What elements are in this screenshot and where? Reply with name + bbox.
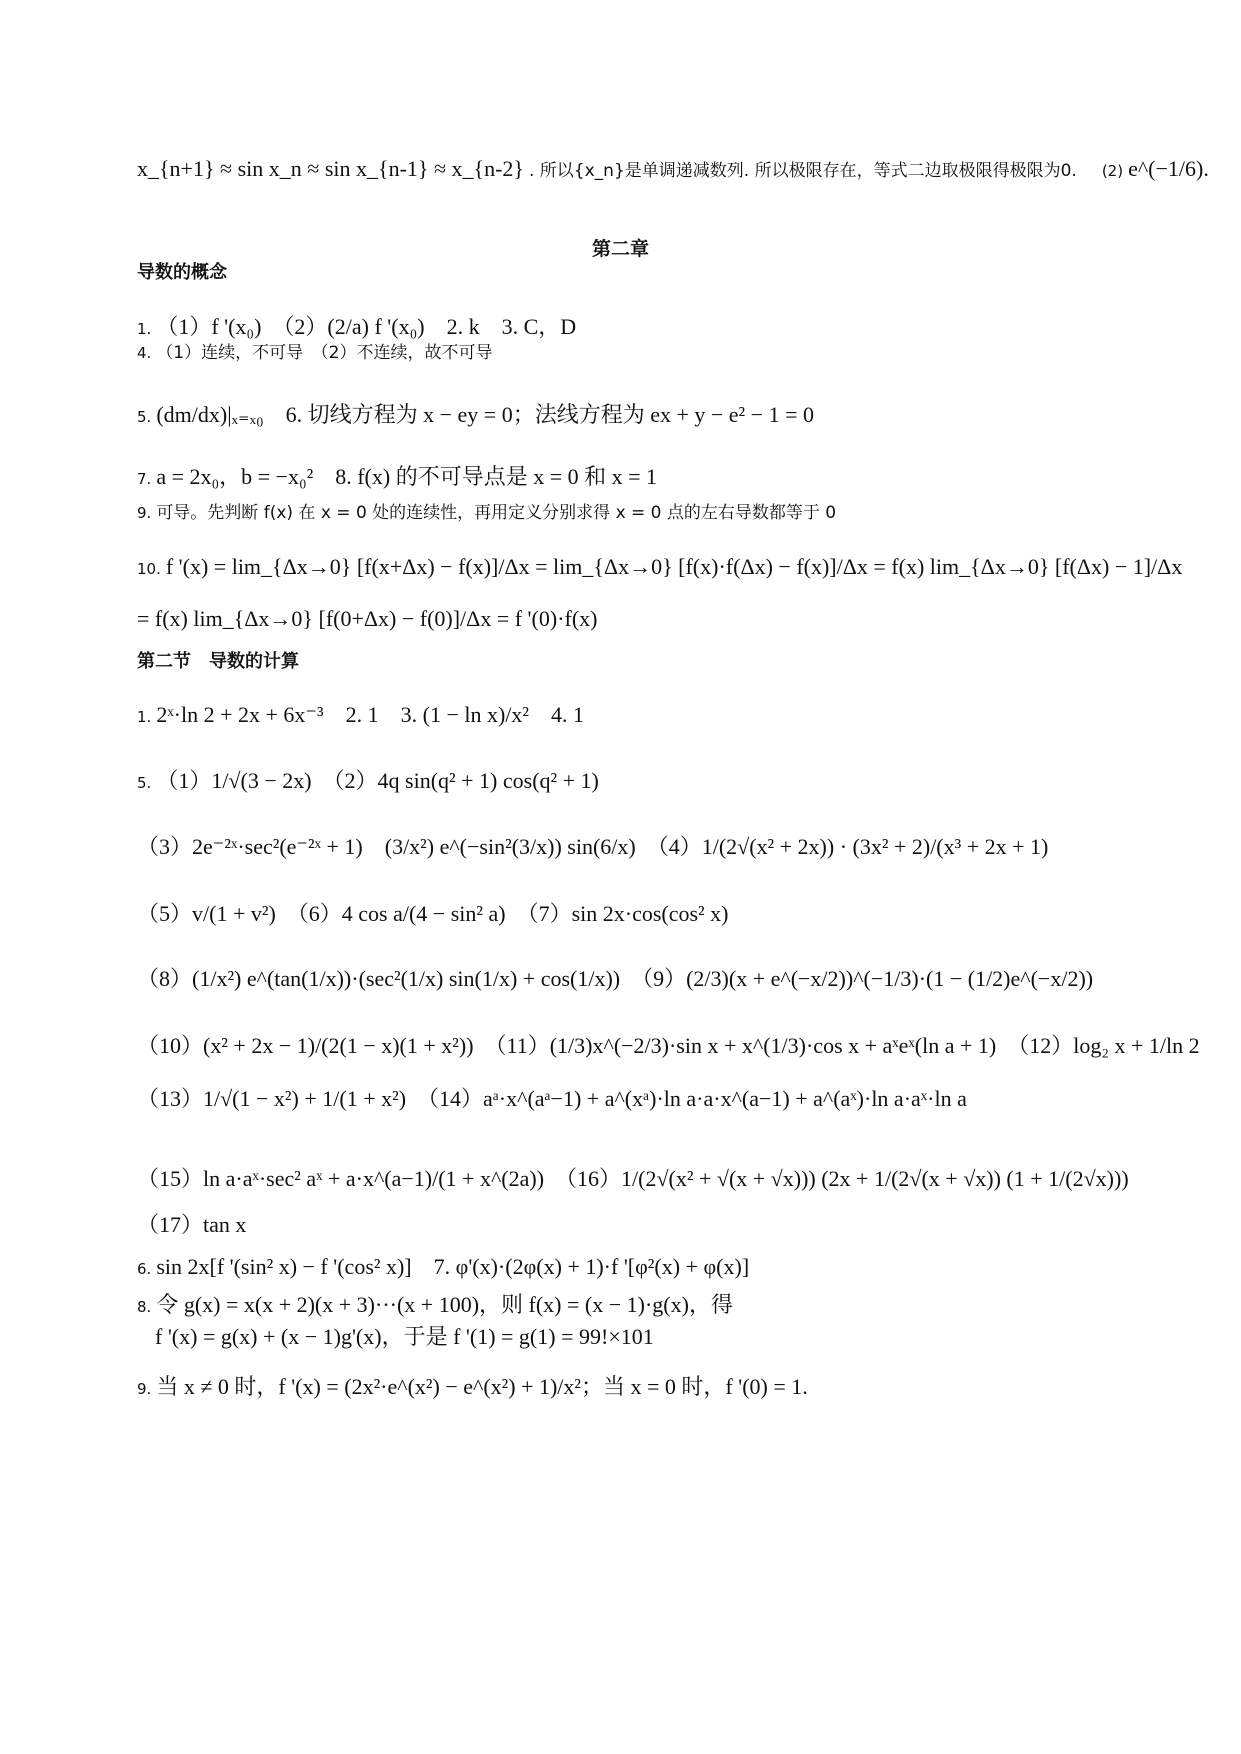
- answer-line: [155, 1326, 654, 1348]
- intro-text: . 所以{x_n}是单调递减数列. 所以极限存在，等式二边取极限得极限为0.: [529, 161, 1077, 181]
- answer-content: （3）2e⁻²ˣ·sec²(e⁻²ˣ + 1) (3/x²) e^(−sin²(3/x)) sin(6/x) （4）1/(2√(x² + 2x)) · (3x² + 2)/(x³ + 2x + 1): [137, 834, 1049, 859]
- answer-line: [137, 1035, 1200, 1057]
- answer-line: [137, 968, 1093, 990]
- answer-line: [137, 556, 1182, 578]
- answer-number: 5.: [137, 408, 152, 426]
- answer-line: [137, 466, 657, 488]
- answer-line: [137, 1376, 808, 1398]
- answer-content: a = 2x₀，b = −x₀² 8. f(x) 的不可导点是 x = 0 和 x = 1: [156, 464, 658, 489]
- answer-number: 9.: [137, 504, 152, 522]
- answer-content: （10）(x² + 2x − 1)/(2(1 − x)(1 + x²)) （11）(1/3)x^(−2/3)·sin x + x^(1/3)·cos x + aˣeˣ(ln a + 1) （12）log₂ x + 1/ln 2: [137, 1033, 1200, 1058]
- answer-line: [137, 1294, 733, 1316]
- answer-content: （1）1/√(3 − 2x) （2）4q sin(q² + 1) cos(q² + 1): [156, 768, 599, 793]
- answer-number: 5.: [137, 774, 152, 792]
- intro-part2-math: e^(−1/6).: [1128, 156, 1209, 181]
- answer-content: 可导。先判断 f(x) 在 x = 0 处的连续性，再用定义分别求得 x = 0 点的左右导数都等于 0: [156, 503, 837, 523]
- answer-line: [137, 1256, 749, 1278]
- answer-number: 1.: [137, 708, 152, 726]
- answer-content: f '(x) = g(x) + (x − 1)g'(x)，于是 f '(1) = g(1) = 99!×101: [155, 1324, 654, 1349]
- answer-content: （13）1/√(1 − x²) + 1/(1 + x²) （14）aᵃ·x^(aᵃ−1) + a^(xᵃ)·ln a·a·x^(a−1) + a^(aˣ)·ln a·aˣ·ln a: [137, 1086, 967, 1111]
- answer-number: 4.: [137, 344, 152, 362]
- answer-content: 令 g(x) = x(x + 2)(x + 3)···(x + 100)，则 f(x) = (x − 1)·g(x)，得: [156, 1292, 733, 1317]
- answer-line: [137, 770, 599, 792]
- answer-line: [137, 1168, 1129, 1190]
- answer-line: [137, 502, 836, 522]
- intro-math: x_{n+1} ≈ sin x_n ≈ sin x_{n-1} ≈ x_{n-2}: [137, 156, 524, 181]
- answer-line: [137, 1214, 246, 1236]
- answer-content: （1）连续，不可导 （2）不连续，故不可导: [156, 343, 493, 363]
- answer-number: 10.: [137, 560, 161, 578]
- answer-line: [137, 342, 492, 362]
- answer-line: [137, 836, 1048, 858]
- answer-content: （17）tan x: [137, 1212, 247, 1237]
- answer-content: sin 2x[f '(sin² x) − f '(cos² x)] 7. φ'(x)·(2φ(x) + 1)·f '[φ²(x) + φ(x)]: [156, 1254, 750, 1279]
- answer-content: （1）f '(x₀) （2）(2/a) f '(x₀) 2. k 3. C，D: [156, 314, 577, 339]
- answer-content: = f(x) lim_{Δx→0} [f(0+Δx) − f(0)]/Δx = f '(0)·f(x): [137, 606, 598, 631]
- intro-line: [137, 158, 1209, 180]
- answer-number: 6.: [137, 1260, 152, 1278]
- answer-number: 1.: [137, 320, 152, 338]
- section-title-derivative-calculation: 第二节 导数的计算: [137, 651, 299, 672]
- answer-number: 8.: [137, 1298, 152, 1316]
- answer-number: 9.: [137, 1380, 152, 1398]
- section-title-derivative-concept: 导数的概念: [137, 262, 227, 283]
- answer-content: （8）(1/x²) e^(tan(1/x))·(sec²(1/x) sin(1/x) + cos(1/x)) （9）(2/3)(x + e^(−x/2))^(−1/3)·(1 − (1/2)e^(−x/2)): [137, 966, 1094, 991]
- answer-content: （15）ln a·aˣ·sec² aˣ + a·x^(a−1)/(1 + x^(2a)) （16）1/(2√(x² + √(x + √x))) (2x + 1/(2√(x + √x)) (1 + 1/(2√x))): [137, 1166, 1129, 1191]
- answer-content: 当 x ≠ 0 时，f '(x) = (2x²·e^(x²) − e^(x²) + 1)/x²；当 x = 0 时，f '(0) = 1.: [156, 1374, 808, 1399]
- answer-line: [137, 608, 597, 630]
- answer-line: [137, 316, 576, 338]
- answer-line: [137, 704, 584, 726]
- answer-line: [137, 404, 814, 426]
- intro-part2-label: (2): [1101, 162, 1124, 180]
- answer-content: f '(x) = lim_{Δx→0} [f(x+Δx) − f(x)]/Δx = lim_{Δx→0} [f(x)·f(Δx) − f(x)]/Δx = f(x) lim_{Δx→0} [f(Δx) − 1]/Δx: [165, 554, 1183, 579]
- answer-line: [137, 903, 728, 925]
- answer-content: （5）v/(1 + v²) （6）4 cos a/(4 − sin² a) （7）sin 2x·cos(cos² x): [137, 901, 729, 926]
- answer-content: (dm/dx)|ₓ₌ₓ₀ 6. 切线方程为 x − ey = 0；法线方程为 ex + y − e² − 1 = 0: [156, 402, 814, 427]
- answer-line: [137, 1088, 967, 1110]
- chapter-title: 第二章: [591, 238, 649, 260]
- answer-number: 7.: [137, 470, 152, 488]
- answer-content: 2ˣ·ln 2 + 2x + 6x⁻³ 2. 1 3. (1 − ln x)/x² 4. 1: [156, 702, 585, 727]
